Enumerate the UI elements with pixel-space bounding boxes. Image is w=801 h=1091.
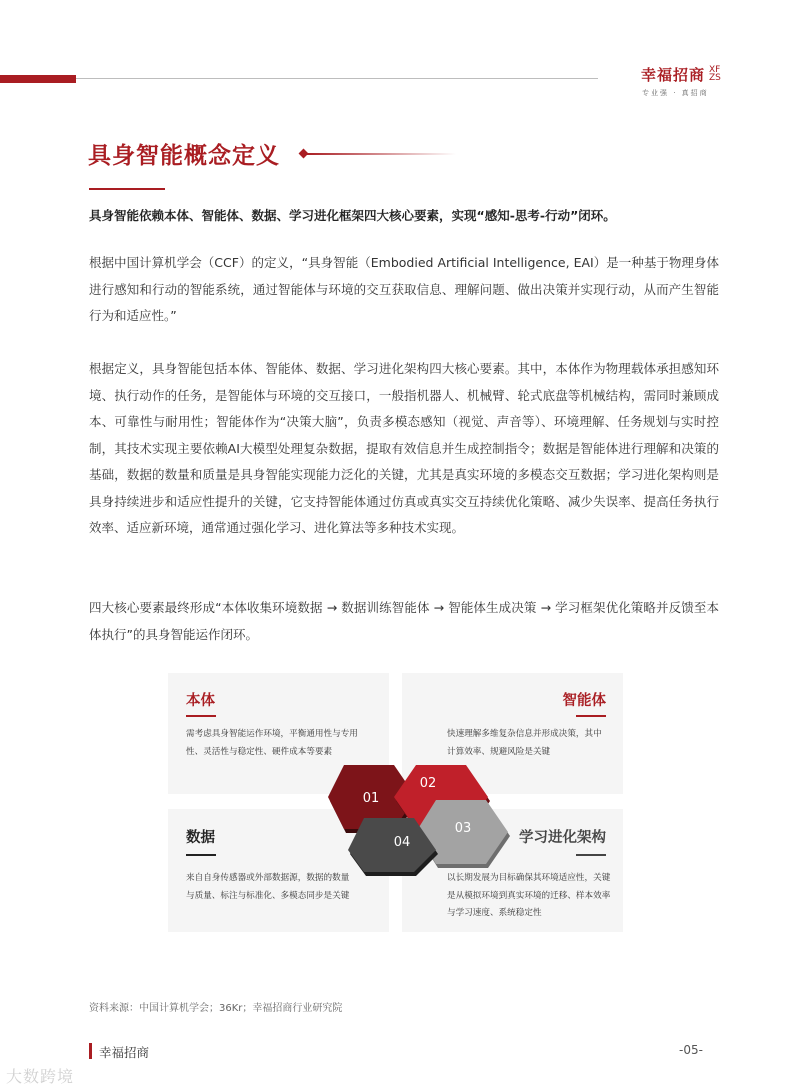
header-accent-bar bbox=[0, 75, 76, 83]
page-number: -05- bbox=[679, 1043, 703, 1057]
card-agent-text: 快速理解多维复杂信息并形成决策，其中计算效率、规避风险是关键 bbox=[447, 729, 602, 757]
card-learning-text: 以长期发展为目标确保其环境适应性，关键是从模拟环境到真实环境的迁移、样本效率与学习速度、系统稳定性 bbox=[447, 873, 611, 918]
footer-accent-bar bbox=[89, 1043, 92, 1059]
paragraph-definition: 根据中国计算机学会（CCF）的定义，“具身智能（Embodied Artificial Intelligence, EAI）是一种基于物理身体进行感知和行动的智能系统，通过智能体与环境的交互获取信息、理解问题、做出决策并实现行动，从而产生智能行为和适应性。” bbox=[89, 255, 719, 323]
card-learning-rule bbox=[576, 854, 606, 856]
section-title: 具身智能概念定义 bbox=[88, 143, 280, 169]
brand-tagline: 专业强 · 真招商 bbox=[642, 89, 709, 97]
title-gradient-line bbox=[306, 153, 456, 155]
card-body-title: 本体 bbox=[186, 693, 215, 709]
card-agent-rule bbox=[576, 715, 606, 717]
brand-logo-mark: XF ZS bbox=[709, 65, 721, 83]
card-agent-title: 智能体 bbox=[562, 693, 606, 709]
paragraph-loop: 四大核心要素最终形成“本体收集环境数据 → 数据训练智能体 → 智能体生成决策 → 学习框架优化策略并反馈至本体执行”的具身智能运作闭环。 bbox=[89, 600, 719, 642]
card-data-text: 来自自身传感器或外部数据源，数据的数量与质量、标注与标准化、多模态同步是关键 bbox=[186, 873, 350, 901]
card-learning-title: 学习进化架构 bbox=[519, 830, 606, 846]
section-summary: 具身智能依赖本体、智能体、数据、学习进化框架四大核心要素，实现“感知-思考-行动”闭环。 bbox=[89, 208, 616, 223]
hex-02-label: 02 bbox=[419, 776, 437, 791]
brand-logo-text: 幸福招商 bbox=[641, 66, 706, 84]
title-underline bbox=[89, 188, 165, 190]
header-rule bbox=[76, 78, 598, 79]
hex-01-label: 01 bbox=[362, 791, 380, 806]
watermark-text: 大数跨境 bbox=[6, 1067, 75, 1086]
hex-04-label: 04 bbox=[393, 835, 411, 850]
paragraph-elements: 根据定义，具身智能包括本体、智能体、数据、学习进化架构四大核心要素。其中，本体作为物理载体承担感知环境、执行动作的任务，是智能体与环境的交互接口，一般指机器人、机械臂、轮式底盘等机械结构，需同时兼顾成本、可靠性与耐用性；智能体作为“决策大脑”，负责多模态感知（视觉、声音等）、环境理解、任务规划与实时控制，其技术实现主要依赖AI大模型处理复杂数据，提取有效信息并生成控制指令；数据是智能体进行理解和决策的基础，数据的数量和质量是具身智能实现能力泛化的关键，尤其是真实环境的多模态交互数据；学习进化架构则是具身持续进步和适应性提升的关键，它支持智能体通过仿真或真实交互持续优化策略、减少失误率、提高任务执行效率、适应新环境，通常通过强化学习、进化算法等多种技术实现。 bbox=[89, 361, 719, 535]
core-elements-hex-graphic bbox=[320, 760, 510, 880]
card-data-rule bbox=[186, 854, 216, 856]
card-body-rule bbox=[186, 715, 216, 717]
footer-brand: 幸福招商 bbox=[99, 1045, 150, 1060]
card-data-title: 数据 bbox=[186, 830, 215, 846]
card-body-text: 需考虑具身智能运作环境，平衡通用性与专用性、灵活性与稳定性、硬件成本等要素 bbox=[186, 729, 358, 757]
hex-03-label: 03 bbox=[454, 821, 472, 836]
source-note: 资料来源：中国计算机学会；36Kr；幸福招商行业研究院 bbox=[89, 1003, 343, 1014]
